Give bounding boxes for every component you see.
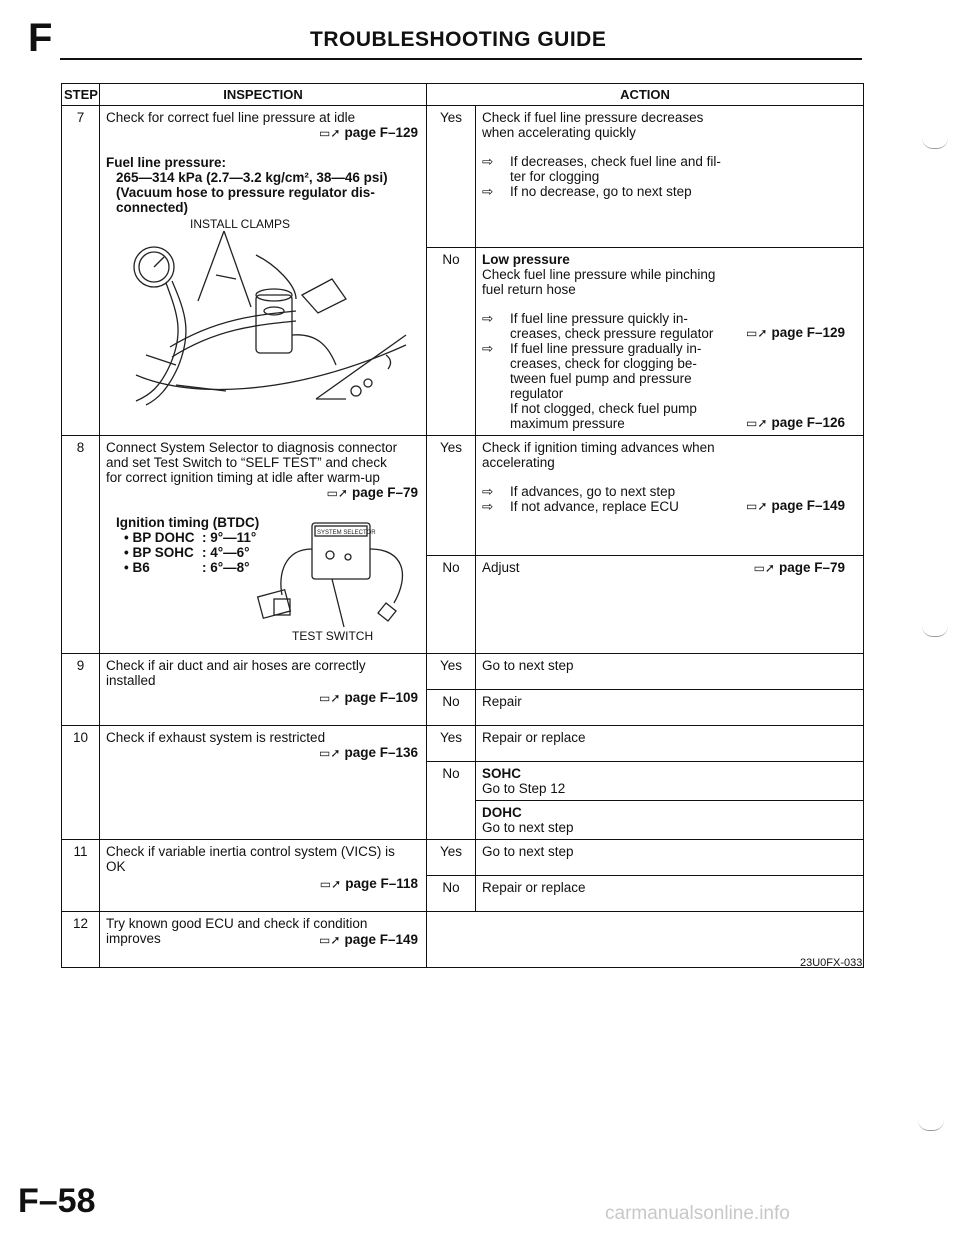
empty-cell <box>427 912 476 968</box>
list-item: • B6 : 6°—8° <box>124 560 250 575</box>
action-text: Go to next step <box>482 820 574 835</box>
action-text: fuel return hose <box>482 282 576 297</box>
action-title: DOHC <box>482 805 522 820</box>
action-cell-step-10-dohc <box>476 801 864 840</box>
action-text: Check if fuel line pressure decreases <box>482 110 704 125</box>
watermark: carmanualsonline.info <box>605 1203 790 1224</box>
page-ref: ▭➚ page F–136 <box>319 745 418 760</box>
action-bullet: ⇨ If decreases, check fuel line and fil- ter for clogging <box>482 154 721 184</box>
page-ref: ▭➚ page F–149 <box>319 932 418 947</box>
inspection-text: for correct ignition timing at idle after warm-up <box>106 470 380 485</box>
table-row-step-9 <box>62 654 864 690</box>
list-item: • BP SOHC : 4°—6° <box>124 545 250 560</box>
action-text: Check fuel line pressure while pinching <box>482 267 716 282</box>
hollow-arrow-icon: ⇨ <box>482 499 494 514</box>
action-text: Repair or replace <box>476 876 864 912</box>
inspection-text: Try known good ECU and check if condition <box>106 916 368 931</box>
no-label: No <box>427 556 476 654</box>
action-cell-step-10-sohc <box>476 762 864 801</box>
page-ref: ▭➚ page F–129 <box>319 125 418 140</box>
page-title: TROUBLESHOOTING GUIDE <box>310 28 607 51</box>
ignition-timing-block <box>106 515 420 635</box>
step-number: 11 <box>62 840 100 912</box>
inspection-text: Check if air duct and air hoses are correctly <box>106 658 366 673</box>
margin-smudge <box>922 626 948 637</box>
inspection-text: improves <box>106 931 161 946</box>
list-item: • BP DOHC : 9°—11° <box>124 530 257 545</box>
action-cell-step-7-no <box>476 248 864 436</box>
action-text: Go to next step <box>476 654 864 690</box>
col-step-header: STEP <box>62 84 100 106</box>
page-ref: ▭➚ page F–126 <box>746 415 845 430</box>
book-reference-icon: ▭➚ <box>746 416 768 430</box>
action-text: Repair <box>476 690 864 726</box>
action-text: accelerating <box>482 455 555 470</box>
yes-label: Yes <box>427 436 476 556</box>
hollow-arrow-icon: ⇨ <box>482 484 494 499</box>
page-ref: ▭➚ page F–79 <box>326 485 418 500</box>
hollow-arrow-icon: ⇨ <box>482 341 494 356</box>
spec-line: connected) <box>116 200 189 215</box>
col-inspection-header: INSPECTION <box>100 84 427 106</box>
action-cell-step-8-yes <box>476 436 864 556</box>
action-bullet: ⇨ If no decrease, go to next step <box>482 184 692 199</box>
yes-label: Yes <box>427 840 476 876</box>
hollow-arrow-icon: ⇨ <box>482 154 494 169</box>
spec-line: 265—314 kPa (2.7—3.2 kg/cm², 38—46 psi) <box>116 170 388 185</box>
fuel-gauge-illustration <box>106 215 416 409</box>
action-bullet: ⇨ If fuel line pressure quickly in- creases, check pressure regulator ▭➚ page F–129 <box>482 311 845 341</box>
yes-label: Yes <box>427 106 476 248</box>
hollow-arrow-icon: ⇨ <box>482 311 494 326</box>
book-reference-icon: ▭➚ <box>319 933 341 947</box>
header-rule <box>60 58 862 60</box>
table-row-step-7 <box>62 106 864 248</box>
action-bullet: ⇨ If not advance, replace ECU ▭➚ page F–149 <box>482 498 845 514</box>
book-reference-icon: ▭➚ <box>746 326 768 340</box>
no-label: No <box>427 248 476 436</box>
step-number: 7 <box>62 106 100 436</box>
page-number: F–58 <box>18 1182 96 1220</box>
margin-smudge <box>918 1120 944 1131</box>
figure-code: 23U0FX-033 <box>800 957 863 969</box>
inspection-cell-step-9 <box>100 654 427 726</box>
table-row-step-11 <box>62 840 864 876</box>
spec-title: Ignition timing (BTDC) <box>116 515 260 530</box>
table-row-step-12 <box>62 912 864 968</box>
system-selector-label: SYSTEM SELECTOR <box>317 530 376 536</box>
action-cell-step-7-yes <box>476 106 864 248</box>
action-bullet: ⇨ If fuel line pressure gradually in- creases, check for clogging be- tween fuel pump and pressure regulator If not clogged, check fuel pump maximum pressure ▭➚ page F–126 <box>482 341 845 431</box>
page-ref: ▭➚ page F–129 <box>746 325 845 340</box>
action-title: SOHC <box>482 766 522 781</box>
yes-label: Yes <box>427 726 476 762</box>
page-ref: ▭➚ page F–149 <box>746 498 845 513</box>
no-label: No <box>427 876 476 912</box>
page-ref: ▭➚ page F–109 <box>319 690 418 705</box>
step-number: 8 <box>62 436 100 654</box>
inspection-text: installed <box>106 673 156 688</box>
action-bullet: ⇨ If advances, go to next step <box>482 484 676 499</box>
section-letter: F <box>28 16 53 60</box>
action-text: Check if ignition timing advances when <box>482 440 715 455</box>
inspection-cell-step-8 <box>100 436 427 654</box>
action-text: Adjust ▭➚ page F–79 <box>482 560 845 576</box>
inspection-text: Check for correct fuel line pressure at idle <box>106 110 356 125</box>
step-number: 9 <box>62 654 100 726</box>
fuel-pressure-gauge-figure <box>106 215 420 411</box>
inspection-cell-step-10 <box>100 726 427 840</box>
hollow-arrow-icon: ⇨ <box>482 184 494 199</box>
book-reference-icon: ▭➚ <box>753 561 775 576</box>
book-reference-icon: ▭➚ <box>326 486 348 500</box>
spec-title: Fuel line pressure: <box>106 155 227 170</box>
inspection-text: Connect System Selector to diagnosis connector <box>106 440 398 455</box>
figure-label: INSTALL CLAMPS <box>190 217 291 231</box>
book-reference-icon: ▭➚ <box>319 746 341 760</box>
page-ref: ▭➚ page F–118 <box>319 876 418 891</box>
no-label: No <box>427 762 476 840</box>
troubleshooting-table <box>61 83 864 968</box>
action-text: Repair or replace <box>476 726 864 762</box>
table-row-step-8 <box>62 436 864 556</box>
figure-label: TEST SWITCH <box>292 629 374 643</box>
action-text: Go to next step <box>476 840 864 876</box>
inspection-text: Check if exhaust system is restricted <box>106 730 326 745</box>
inspection-text: OK <box>106 859 126 874</box>
step-number: 12 <box>62 912 100 968</box>
book-reference-icon: ▭➚ <box>746 499 768 513</box>
action-title: Low pressure <box>482 252 570 267</box>
inspection-text: and set Test Switch to “SELF TEST” and check <box>106 455 387 470</box>
margin-smudge <box>922 138 948 149</box>
spec-line: (Vacuum hose to pressure regulator dis- <box>116 185 375 200</box>
system-selector-illustration <box>254 515 414 631</box>
step-number: 10 <box>62 726 100 840</box>
book-reference-icon: ▭➚ <box>319 126 341 140</box>
book-reference-icon: ▭➚ <box>319 691 341 705</box>
table-row-step-10 <box>62 726 864 762</box>
no-label: No <box>427 690 476 726</box>
action-cell-step-8-no <box>476 556 864 654</box>
action-text: Go to Step 12 <box>482 781 566 796</box>
inspection-cell-step-11 <box>100 840 427 912</box>
book-reference-icon: ▭➚ <box>319 877 342 891</box>
col-action-header: ACTION <box>427 84 864 106</box>
inspection-cell-step-7 <box>100 106 427 436</box>
test-switch-caption <box>106 629 420 649</box>
page-ref: ▭➚ page F–79 <box>753 560 845 576</box>
action-text: when accelerating quickly <box>482 125 636 140</box>
inspection-text: Check if variable inertia control system (VICS) is <box>106 844 395 859</box>
table-header-row <box>62 84 864 106</box>
inspection-cell-step-12 <box>100 912 427 968</box>
yes-label: Yes <box>427 654 476 690</box>
